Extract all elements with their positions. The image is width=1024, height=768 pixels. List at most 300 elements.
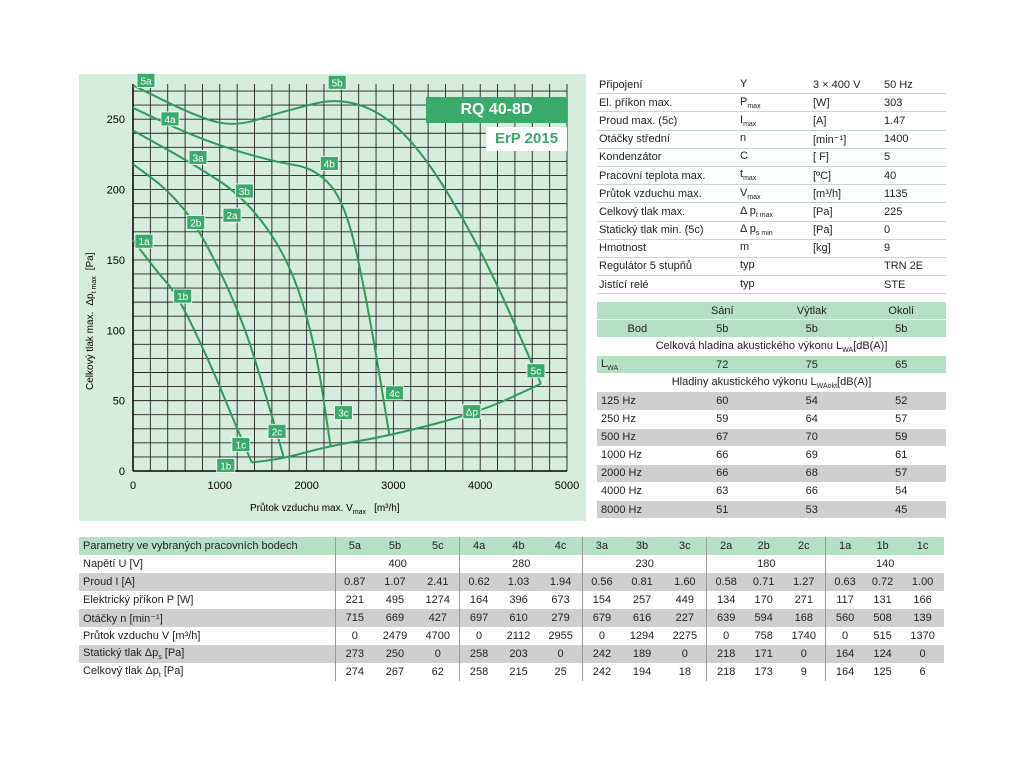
point-label-text: Δp (465, 407, 478, 419)
spec-row (597, 221, 946, 239)
band-freq: 8000 Hz (597, 501, 678, 519)
spec-row (597, 276, 946, 294)
band-value: 51 (678, 501, 767, 519)
params-cell: 164 (826, 645, 864, 663)
params-voltage-label: Napětí U [V] (83, 558, 143, 570)
params-row-label: Otáčky n [min⁻¹] (79, 609, 336, 627)
params-cell: 271 (794, 594, 813, 606)
y-axis-title-symbol: Δp (85, 293, 96, 306)
spec-symbol-text: n (740, 132, 747, 145)
spec-symbol-text: t (740, 168, 744, 181)
spec-row (597, 94, 946, 112)
spec-unit: [kg] (811, 239, 882, 257)
spec-name: Celkový tlak max. (597, 203, 738, 221)
acoustic-col-header: Výtlak (767, 302, 857, 320)
params-cell: 2.41 (416, 573, 459, 591)
params-cell: 396 (509, 594, 528, 606)
point-label-text: 1c (235, 440, 247, 452)
oct-header-text: Hladiny akustického výkonu L (671, 375, 817, 388)
params-cell: 715 (336, 609, 374, 627)
params-cell: 1.03 (498, 573, 539, 591)
point-label-Δp (463, 405, 481, 419)
params-cell: 0.62 (460, 573, 498, 591)
spec-value: 1.47 (882, 112, 946, 130)
band-row (597, 410, 946, 428)
params-voltage-row (79, 555, 944, 573)
point-label-3b (235, 184, 253, 198)
spec-symbol-text: typ (740, 259, 755, 272)
params-point-header: 2b (745, 537, 782, 555)
params-cell: 267 (385, 666, 405, 678)
spec-symbol-sub: max (747, 102, 761, 110)
point-label-2a (223, 208, 241, 222)
params-cell: 1.60 (663, 573, 706, 591)
params-voltage-value: 280 (460, 555, 583, 573)
params-cell: 139 (901, 609, 944, 627)
series-curve-3 (133, 164, 284, 458)
point-label-text: 1b (220, 461, 232, 473)
band-value: 69 (767, 446, 857, 464)
params-cell: 194 (632, 666, 652, 678)
params-point-header: 1c (901, 537, 944, 555)
spec-table (597, 76, 946, 294)
params-cell: 257 (632, 594, 652, 606)
spec-unit: [A] (811, 112, 882, 130)
spec-unit (811, 276, 882, 294)
spec-name: Jistící relé (597, 276, 738, 294)
spec-symbol (738, 203, 811, 221)
band-value: 52 (857, 392, 947, 410)
point-label-1b (217, 458, 235, 472)
x-tick-label: 3000 (381, 480, 406, 492)
spec-symbol (738, 166, 811, 184)
params-cell: 250 (374, 645, 417, 663)
lwa-header-text: Celková hladina akustického výkonu L (655, 339, 843, 352)
params-data-row (79, 645, 944, 663)
y-tick-label: 50 (112, 395, 125, 408)
point-label-text: 5c (530, 366, 542, 378)
point-label-4a (161, 112, 179, 126)
params-voltage-value: 140 (826, 555, 944, 573)
params-cell: 758 (754, 630, 773, 642)
band-value: 59 (678, 410, 767, 428)
params-cell: 1370 (910, 630, 935, 642)
oct-header-sub: WAokt (816, 383, 838, 391)
params-cell: 616 (621, 609, 664, 627)
band-row (597, 482, 946, 500)
spec-symbol (738, 239, 811, 257)
lwa-value: 65 (857, 356, 947, 374)
point-label-5a (137, 73, 155, 87)
params-cell: 669 (374, 609, 417, 627)
params-row-label-main: Statický tlak Δp (83, 646, 159, 659)
params-cell: 0.81 (621, 573, 664, 591)
point-label-4b (320, 156, 338, 170)
bod-label: Bod (597, 320, 678, 338)
params-cell: 189 (621, 645, 664, 663)
spec-unit: [ºC] (811, 166, 882, 184)
lwa-label-sub: WA (607, 364, 619, 372)
params-cell: 6 (919, 666, 926, 678)
point-label-text: 1a (138, 237, 150, 249)
band-value: 45 (857, 501, 947, 519)
params-cell: 0 (583, 627, 621, 645)
x-tick-label: 0 (129, 480, 137, 492)
acoustic-bod-row (597, 320, 946, 338)
spec-value: STE (882, 276, 946, 294)
params-cell: 0.71 (745, 573, 782, 591)
spec-row (597, 185, 946, 203)
spec-symbol (738, 130, 811, 148)
params-point-header: 2c (782, 537, 825, 555)
params-cell: 0 (707, 627, 745, 645)
spec-row (597, 257, 946, 275)
params-data-row (79, 627, 944, 645)
point-label-text: 4b (323, 159, 335, 171)
params-point-header: 4a (460, 537, 498, 555)
params-cell: 203 (498, 645, 539, 663)
x-axis-title (250, 502, 400, 516)
spec-symbol (738, 94, 811, 112)
operating-points-table (79, 537, 944, 681)
params-point-header: 3a (583, 537, 621, 555)
params-cell: 1740 (791, 630, 817, 642)
band-value: 61 (857, 446, 947, 464)
band-value: 66 (767, 482, 857, 500)
params-cell: 0 (782, 645, 825, 663)
point-label-text: 2a (226, 211, 238, 223)
point-label-3a (189, 150, 207, 164)
spec-value: 1400 (882, 130, 946, 148)
spec-value: TRN 2E (882, 257, 946, 275)
point-label-text: 5b (331, 78, 343, 90)
spec-symbol-text: C (740, 150, 748, 163)
y-tick-label: 200 (106, 184, 125, 197)
spec-value: 5 (882, 148, 946, 166)
spec-name: Hmotnost (597, 239, 738, 257)
params-cell: 274 (336, 663, 374, 681)
params-cell: 4700 (425, 630, 451, 642)
point-label-text: 3b (238, 186, 250, 198)
params-point-header: 5a (336, 537, 374, 555)
band-value: 59 (857, 428, 947, 446)
acoustic-table (597, 302, 946, 519)
point-label-text: 2c (271, 427, 283, 439)
params-cell: 154 (583, 591, 621, 609)
lwa-row (597, 356, 946, 374)
spec-row (597, 203, 946, 221)
params-data-row (79, 591, 944, 609)
point-label-4c (385, 386, 403, 400)
point-label-5c (527, 364, 545, 378)
band-value: 64 (767, 410, 857, 428)
params-cell: 0 (416, 645, 459, 663)
spec-symbol-text: typ (740, 277, 755, 290)
spec-symbol (738, 112, 811, 130)
params-cell: 508 (864, 609, 901, 627)
spec-value: 303 (882, 94, 946, 112)
y-tick-label: 0 (118, 466, 125, 478)
params-cell: 218 (707, 645, 745, 663)
point-label-text: 4a (164, 114, 176, 126)
params-cell: 594 (745, 609, 782, 627)
bod-value: 5b (857, 320, 947, 338)
params-cell: 2275 (672, 630, 698, 642)
params-cell: 515 (873, 630, 892, 642)
band-value: 54 (857, 482, 947, 500)
spec-name: Průtok vzduchu max. (597, 185, 738, 203)
params-point-header: 3c (663, 537, 706, 555)
spec-symbol (738, 185, 811, 203)
point-label-text: 3a (192, 153, 204, 165)
x-tick-label: 1000 (207, 480, 233, 492)
spec-symbol (738, 76, 811, 94)
y-axis-title-sub: t max (91, 276, 98, 294)
params-cell: 697 (460, 609, 498, 627)
spec-unit: [Pa] (811, 221, 882, 239)
spec-symbol-text: I (740, 113, 744, 126)
spec-unit: [W] (811, 94, 882, 112)
params-cell: 125 (873, 666, 892, 678)
y-axis-title-main: Celkový tlak max. (85, 311, 96, 390)
params-voltage-value: 230 (583, 555, 707, 573)
point-label-text: 1b (177, 292, 189, 304)
oct-header-row (597, 374, 946, 392)
point-label-text: 4c (389, 388, 400, 400)
spec-row (597, 130, 946, 148)
chart-title: RQ 40-8D (426, 97, 567, 123)
band-row (597, 464, 946, 482)
params-point-header: 1a (826, 537, 864, 555)
spec-symbol-text: m (740, 241, 750, 254)
params-cell: 117 (826, 591, 864, 609)
spec-name: Pracovní teplota max. (597, 166, 738, 184)
chart-subtitle: ErP 2015 (486, 127, 567, 151)
params-cell: 242 (583, 645, 621, 663)
spec-unit: 3 × 400 V (811, 76, 882, 94)
params-data-row (79, 573, 944, 591)
band-value: 70 (767, 428, 857, 446)
y-axis-title-unit: [Pa] (85, 252, 96, 271)
params-cell: 258 (460, 663, 498, 681)
spec-name: Kondenzátor (597, 148, 738, 166)
params-cell: 0.87 (336, 573, 374, 591)
spec-name: Regulátor 5 stupňů (597, 257, 738, 275)
spec-value: 9 (882, 239, 946, 257)
spec-row (597, 76, 946, 94)
band-value: 63 (678, 482, 767, 500)
band-freq: 1000 Hz (597, 446, 678, 464)
point-label-1b (174, 289, 192, 303)
params-cell: 1.07 (374, 573, 417, 591)
lwa-label (597, 356, 678, 374)
params-cell: 610 (498, 609, 539, 627)
point-label-text: 3c (338, 408, 349, 420)
band-freq: 500 Hz (597, 428, 678, 446)
y-axis-title (85, 252, 98, 390)
point-label-text: 2b (190, 218, 202, 230)
params-row-label: Průtok vzduchu V [m³/h] (83, 630, 201, 642)
band-freq: 2000 Hz (597, 464, 678, 482)
spec-value: 1135 (882, 185, 946, 203)
spec-symbol-text: V (740, 186, 748, 199)
params-cell: 427 (416, 609, 459, 627)
band-freq: 250 Hz (597, 410, 678, 428)
params-cell: 2112 (506, 630, 531, 642)
lwa-value: 75 (767, 356, 857, 374)
params-point-header: 1b (864, 537, 901, 555)
lwa-header (597, 338, 946, 356)
params-cell: 1.27 (782, 573, 825, 591)
params-row-label (79, 663, 336, 681)
spec-unit: [m³/h] (811, 185, 882, 203)
band-value: 57 (857, 410, 947, 428)
params-cell: 495 (385, 594, 405, 606)
band-value: 60 (678, 392, 767, 410)
band-row (597, 446, 946, 464)
params-cell: 9 (800, 666, 807, 678)
params-cell: 0 (539, 645, 582, 663)
params-cell: 449 (675, 594, 695, 606)
band-value: 66 (678, 464, 767, 482)
params-cell: 62 (431, 666, 444, 678)
params-cell: 673 (551, 594, 570, 606)
params-cell: 279 (539, 609, 582, 627)
fan-performance-chart (0, 0, 600, 530)
band-value: 53 (767, 501, 857, 519)
band-freq: 125 Hz (597, 392, 678, 410)
lwa-header-sub: WA (842, 346, 854, 354)
point-label-1c (232, 438, 250, 452)
point-label-1a (135, 234, 153, 248)
params-point-header: 3b (621, 537, 664, 555)
band-freq: 4000 Hz (597, 482, 678, 500)
spec-name: Proud max. (5c) (597, 112, 738, 130)
spec-value: 50 Hz (882, 76, 946, 94)
point-label-5b (328, 75, 346, 89)
params-cell: 560 (826, 609, 864, 627)
acoustic-header-row (597, 302, 946, 320)
params-cell: 170 (754, 594, 773, 606)
band-row (597, 392, 946, 410)
spec-symbol (738, 148, 811, 166)
params-cell: 164 (826, 663, 864, 681)
spec-symbol-text: P (740, 95, 748, 108)
params-cell: 168 (782, 609, 825, 627)
acoustic-col-header: Sání (678, 302, 767, 320)
params-cell: 0.63 (826, 573, 864, 591)
chart-axis-text (85, 114, 579, 516)
spec-name: Otáčky střední (597, 130, 738, 148)
bod-value: 5b (678, 320, 767, 338)
params-row-label-main: Celkový tlak Δp (83, 664, 159, 677)
params-data-row (79, 663, 944, 681)
params-voltage-value: 180 (707, 555, 826, 573)
params-row-label: Proud I [A] (79, 573, 336, 591)
point-label-2b (187, 216, 205, 230)
spec-symbol-sub: s min (755, 230, 773, 238)
band-row (597, 428, 946, 446)
params-cell: 215 (509, 666, 528, 678)
point-label-text: 5a (140, 76, 152, 88)
params-cell: 679 (583, 609, 621, 627)
spec-symbol (738, 221, 811, 239)
params-point-header: 5b (374, 537, 417, 555)
band-value: 67 (678, 428, 767, 446)
oct-header-unit: [dB(A)] (837, 375, 872, 388)
params-row-label-unit: [Pa] (161, 646, 185, 659)
spec-row (597, 112, 946, 130)
params-voltage-value: 400 (336, 555, 460, 573)
params-cell: 0 (901, 645, 944, 663)
band-value: 66 (678, 446, 767, 464)
params-point-header: 2a (707, 537, 745, 555)
spec-unit (811, 257, 882, 275)
params-cell: 1.00 (901, 573, 944, 591)
params-cell: 639 (707, 609, 745, 627)
spec-row (597, 239, 946, 257)
lwa-header-row (597, 338, 946, 356)
spec-name: El. příkon max. (597, 94, 738, 112)
oct-header (597, 374, 946, 392)
params-row-label (79, 645, 336, 663)
spec-symbol-sub: max (743, 175, 757, 183)
spec-symbol (738, 276, 811, 294)
spec-name: Statický tlak min. (5c) (597, 221, 738, 239)
spec-symbol-text: Δ p (740, 223, 756, 235)
params-cell: 124 (864, 645, 901, 663)
y-tick-label: 100 (106, 325, 125, 338)
params-cell: 164 (460, 591, 498, 609)
params-row-label-sub: t (158, 672, 161, 680)
params-row-label-unit: [Pa] (160, 664, 184, 677)
bod-value: 5b (767, 320, 857, 338)
spec-symbol-text: Y (740, 77, 748, 90)
params-cell: 0 (460, 627, 498, 645)
params-cell: 221 (336, 591, 374, 609)
params-cell: 227 (663, 609, 706, 627)
params-cell: 131 (873, 594, 892, 606)
params-cell: 134 (707, 591, 745, 609)
lwa-header-unit: [dB(A)] (853, 339, 888, 352)
band-row (597, 501, 946, 519)
params-cell: 25 (554, 666, 567, 678)
params-point-header: 4c (539, 537, 582, 555)
y-tick-label: 150 (106, 254, 125, 267)
x-axis-title-unit: [m³/h] (374, 503, 400, 514)
params-cell: 0.56 (583, 573, 621, 591)
spec-row (597, 166, 946, 184)
acoustic-col-header: Okolí (857, 302, 947, 320)
params-cell: 18 (678, 666, 691, 678)
params-cell: 0 (663, 645, 706, 663)
spec-symbol-sub: max (743, 121, 757, 129)
params-cell: 1274 (425, 594, 451, 606)
params-header-label: Parametry ve vybraných pracovních bodech (79, 537, 336, 555)
params-cell: 258 (460, 645, 498, 663)
x-tick-label: 4000 (467, 480, 493, 492)
x-axis-title-sub: max (352, 509, 367, 516)
params-data-row (79, 609, 944, 627)
lwa-value: 72 (678, 356, 767, 374)
acoustic-corner (597, 302, 678, 320)
params-cell: 0 (826, 627, 864, 645)
x-axis-title-main: Průtok vzduchu max. V (250, 503, 353, 514)
spec-symbol-sub: t max (755, 212, 774, 219)
params-cell: 0.72 (864, 573, 901, 591)
params-cell: 1294 (629, 630, 655, 642)
spec-symbol-sub: max (747, 193, 761, 201)
